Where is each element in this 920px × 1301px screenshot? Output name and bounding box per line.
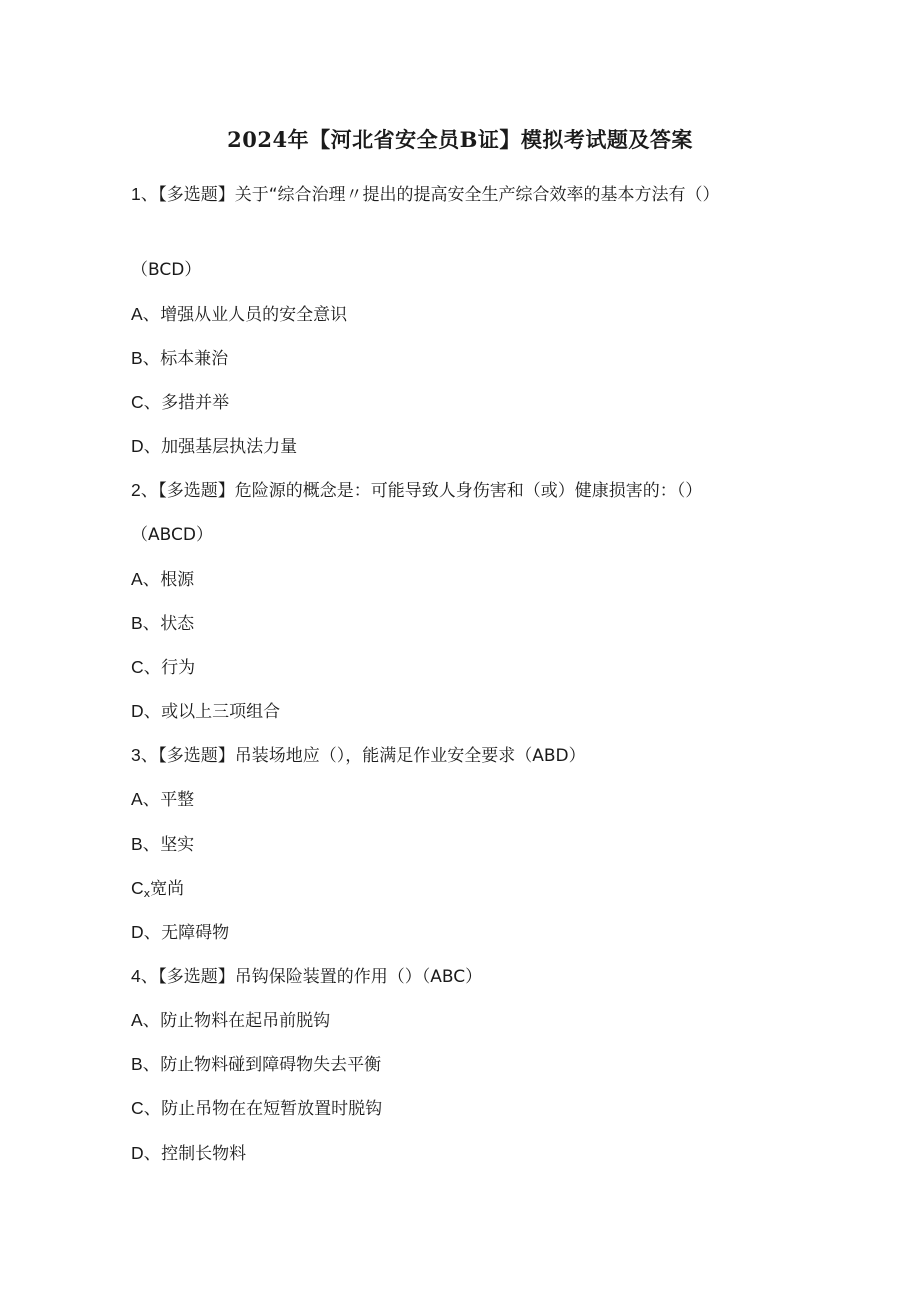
option-text: 根源 <box>160 570 195 590</box>
question-3-option-c <box>131 875 781 907</box>
option-letter: A、 <box>131 1010 161 1030</box>
option-text: 防止吊物在在短暂放置时脱钩 <box>161 1099 383 1119</box>
option-letter: C、 <box>131 1098 162 1118</box>
question-number: 2、 <box>131 480 159 500</box>
option-letter: D、 <box>131 1143 162 1163</box>
question-2-option-c <box>131 654 781 681</box>
question-text: 【多选题】吊钩保险装置的作用（）（ABC） <box>158 967 483 987</box>
question-2-answer: （ABCD） <box>131 525 213 545</box>
question-3-option-b <box>131 831 781 858</box>
question-4-option-c <box>131 1095 781 1122</box>
option-text: 行为 <box>161 658 196 678</box>
question-1-option-b <box>131 345 781 372</box>
document-title: 2024年【河北省安全员B证】模拟考试题及答案 <box>227 127 693 152</box>
option-text: 防止物料碰到障碍物失去平衡 <box>160 1055 382 1075</box>
question-2 <box>131 477 781 504</box>
option-text: 宽尚 <box>150 879 185 899</box>
option-text: 多措并举 <box>161 393 230 413</box>
option-letter: C、 <box>131 392 162 412</box>
question-1-option-c <box>131 389 781 416</box>
option-text: 加强基层执法力量 <box>161 437 298 457</box>
question-1-answer: （BCD） <box>131 260 202 280</box>
option-letter-subscript: x <box>143 887 151 900</box>
option-letter: B、 <box>131 613 161 633</box>
question-4 <box>131 963 781 990</box>
option-letter: D、 <box>131 701 162 721</box>
question-4-option-d <box>131 1140 781 1167</box>
option-letter: B、 <box>131 834 161 854</box>
question-3 <box>131 742 781 769</box>
option-letter: B、 <box>131 1054 161 1074</box>
question-3-option-a <box>131 786 781 813</box>
option-text: 增强从业人员的安全意识 <box>160 305 348 325</box>
question-4-option-a <box>131 1007 781 1034</box>
option-letter: C、 <box>131 657 162 677</box>
option-text: 无障碍物 <box>161 923 230 943</box>
question-text: 【多选题】吊装场地应（），能满足作业安全要求（ABD） <box>158 746 586 766</box>
option-letter: A、 <box>131 569 161 589</box>
option-text: 防止物料在起吊前脱钩 <box>160 1011 331 1031</box>
option-letter: A、 <box>131 789 161 809</box>
question-number: 3、 <box>131 745 159 765</box>
question-2-option-d <box>131 698 781 725</box>
option-text: 坚实 <box>160 835 195 855</box>
question-text: 【多选题】关于“综合治理〃提出的提高安全生产综合效率的基本方法有（） <box>158 185 720 205</box>
option-text: 平整 <box>160 790 195 810</box>
question-3-option-d <box>131 919 781 946</box>
option-letter: A、 <box>131 304 161 324</box>
question-1-option-d <box>131 433 781 460</box>
question-1 <box>131 180 781 209</box>
option-letter: C <box>131 878 144 898</box>
option-text: 或以上三项组合 <box>161 702 281 722</box>
option-letter: D、 <box>131 922 162 942</box>
question-4-option-b <box>131 1051 781 1078</box>
option-text: 状态 <box>160 614 195 634</box>
question-text: 【多选题】危险源的概念是：可能导致人身伤害和（或）健康损害的：（） <box>158 481 703 501</box>
question-1-option-a <box>131 301 781 328</box>
option-letter: B、 <box>131 348 161 368</box>
option-letter: D、 <box>131 436 162 456</box>
option-text: 标本兼治 <box>160 349 229 369</box>
question-number: 1、 <box>131 184 159 204</box>
option-text: 控制长物料 <box>161 1144 247 1164</box>
question-2-option-b <box>131 610 781 637</box>
question-2-option-a <box>131 566 781 593</box>
question-number: 4、 <box>131 966 159 986</box>
